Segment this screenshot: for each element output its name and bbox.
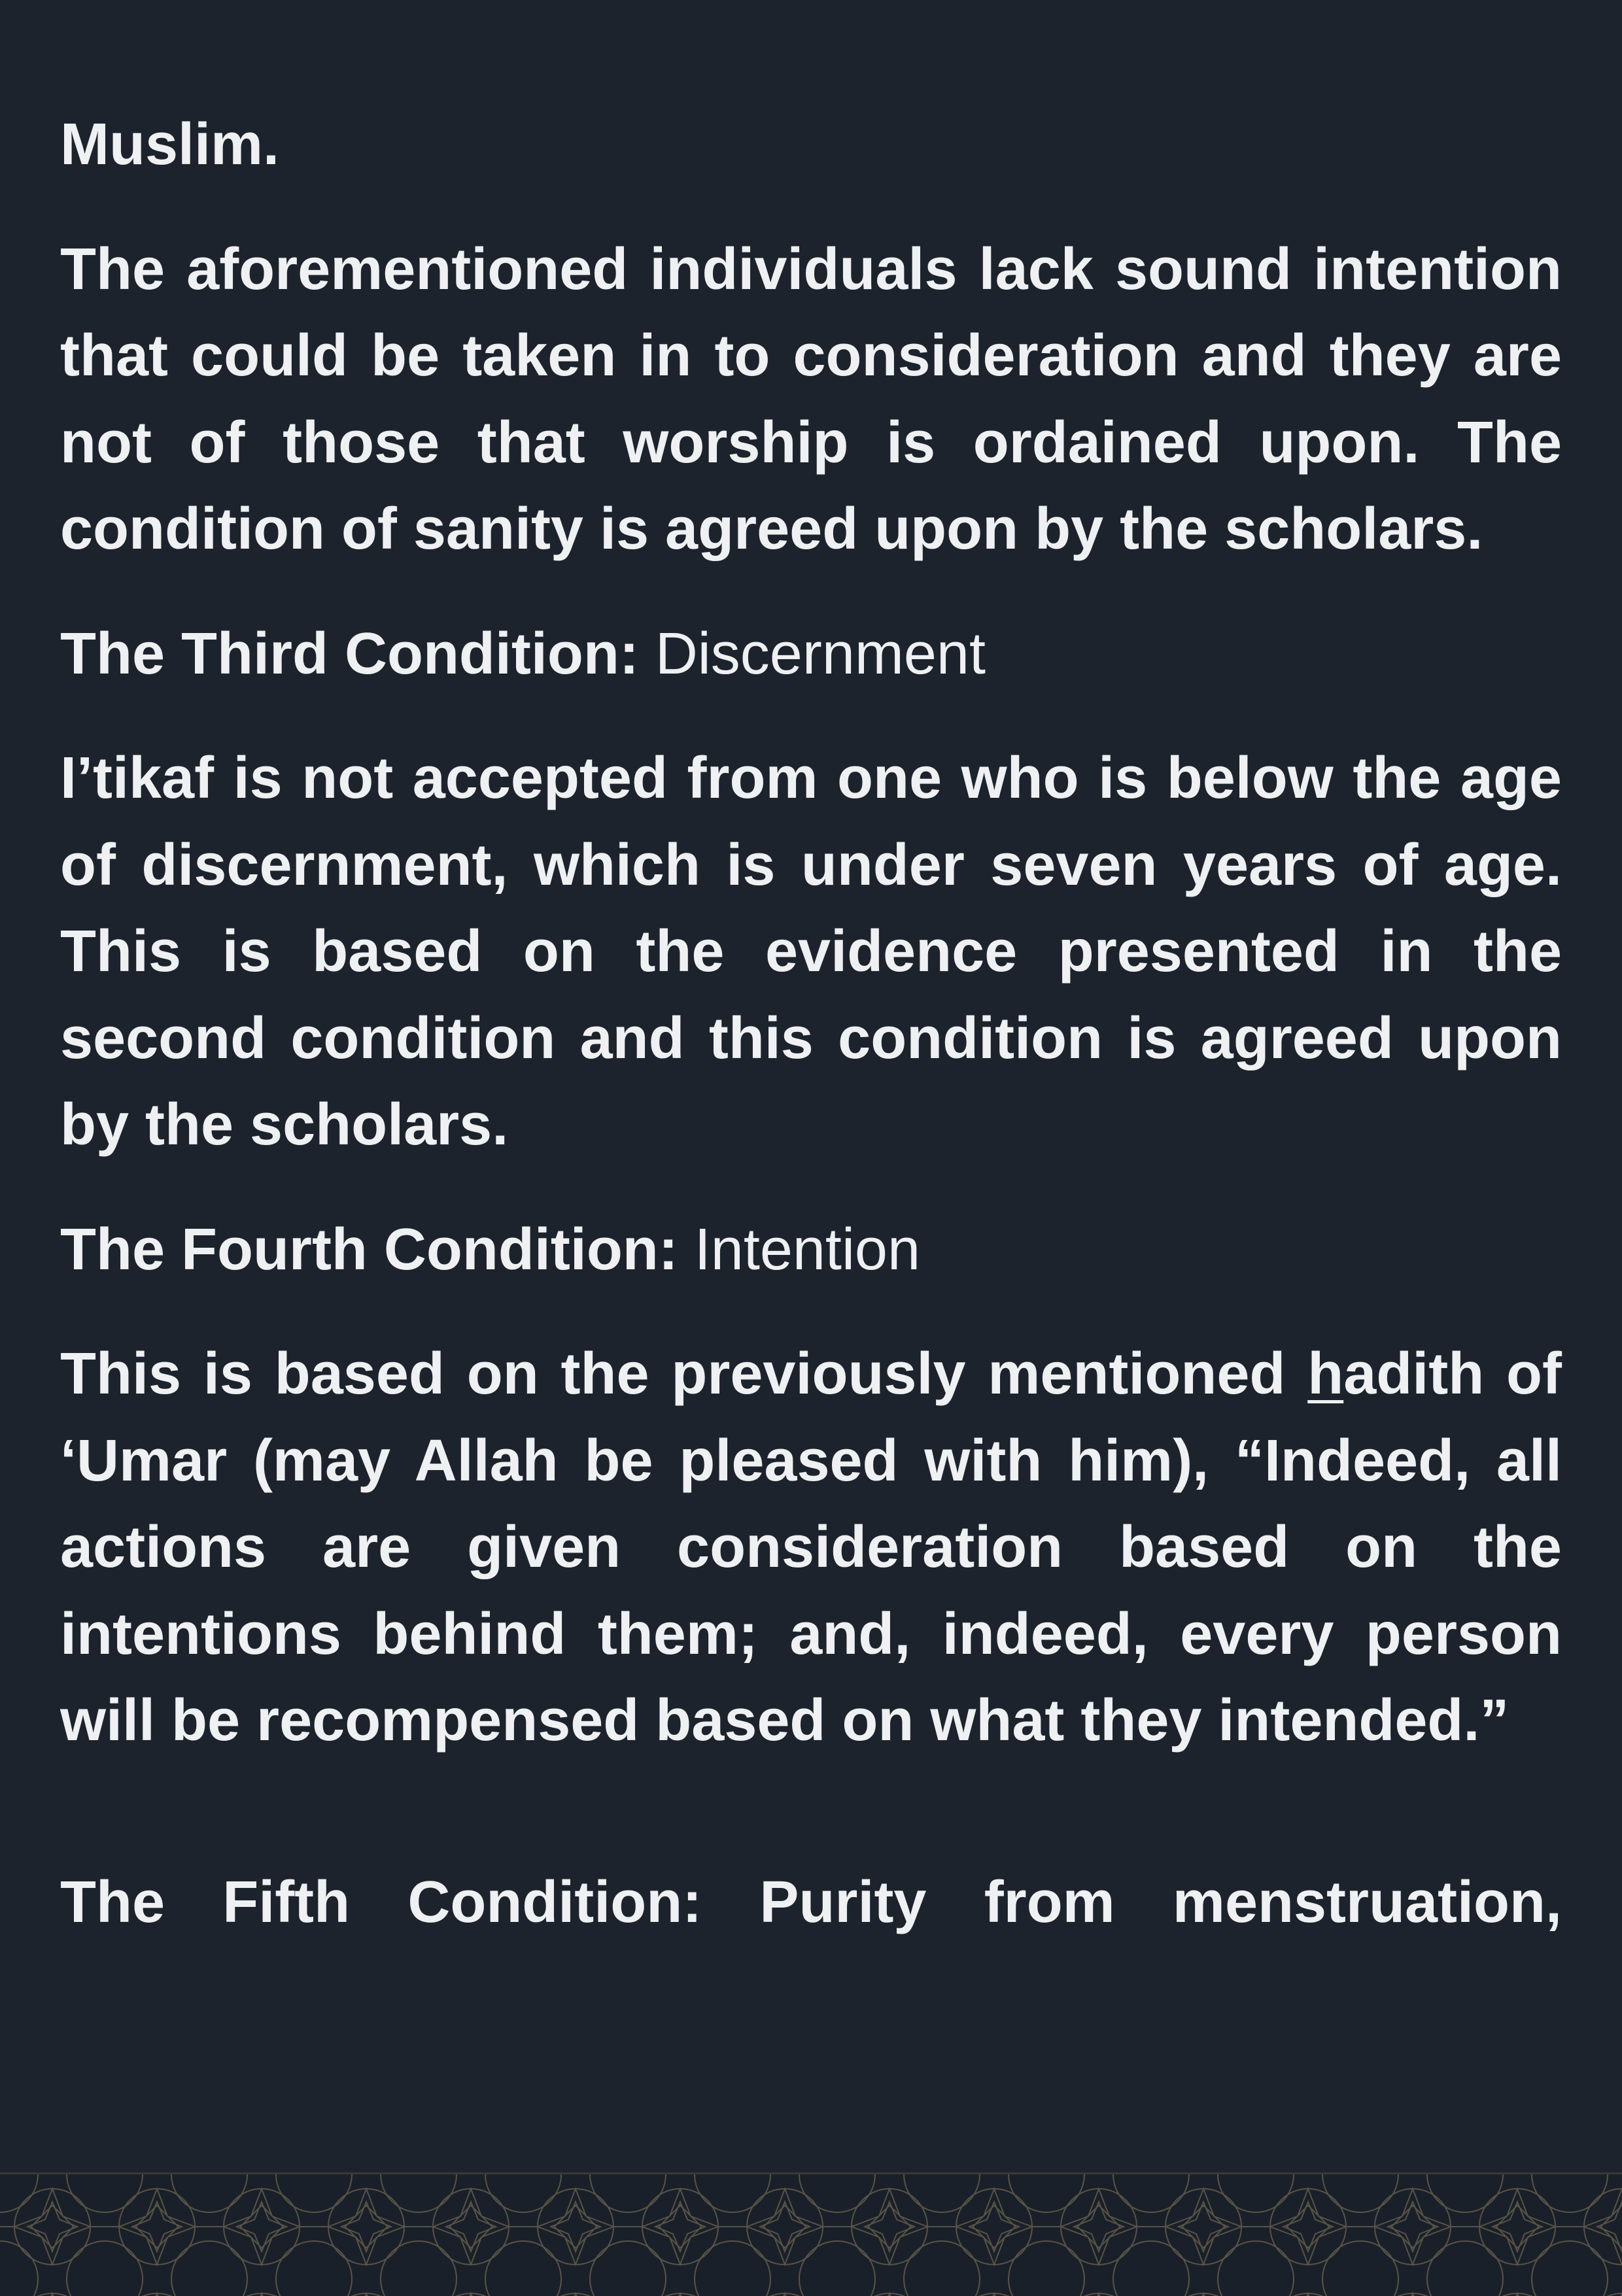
paragraph-intention [60, 1331, 1562, 1764]
paragraph-intention-part2: adith of ‘Umar (may Allah be pleased with him), “Indeed, all actions are given consideration based on the intentions behind them; and, indeed, every person will be recompensed based on what they intended.” [60, 1341, 1562, 1753]
decorative-footer-band [0, 2172, 1622, 2296]
geometric-pattern-icon [0, 2174, 1622, 2296]
paragraph-intention-part1: This is based on the previously mentioned [60, 1341, 1308, 1407]
heading-fourth-condition [60, 1207, 1562, 1294]
heading-third-label: The Third Condition: [60, 621, 639, 687]
underlined-letter: h [1307, 1341, 1344, 1407]
heading-third-condition [60, 611, 1562, 698]
heading-fourth-label: The Fourth Condition: [60, 1216, 678, 1282]
heading-fifth-condition: The Fifth Condition: Purity from menstruation, [60, 1869, 1562, 1935]
paragraph-muslim: Muslim. [60, 112, 280, 177]
heading-third-title: Discernment [655, 621, 986, 687]
paragraph-sanity: The aforementioned individuals lack sound intention that could be taken in to consideration and they are not of those that worship is ordained upon. The condition of sanity is agreed upon by the scholars. [60, 236, 1562, 562]
document-content [60, 101, 1562, 1945]
heading-fourth-title: Intention [694, 1216, 921, 1282]
paragraph-discernment: I’tikaf is not accepted from one who is below the age of discernment, which is under seven years of age. This is based on the evidence presented in the second condition and this condition is agreed upon by the scholars. [60, 745, 1562, 1157]
